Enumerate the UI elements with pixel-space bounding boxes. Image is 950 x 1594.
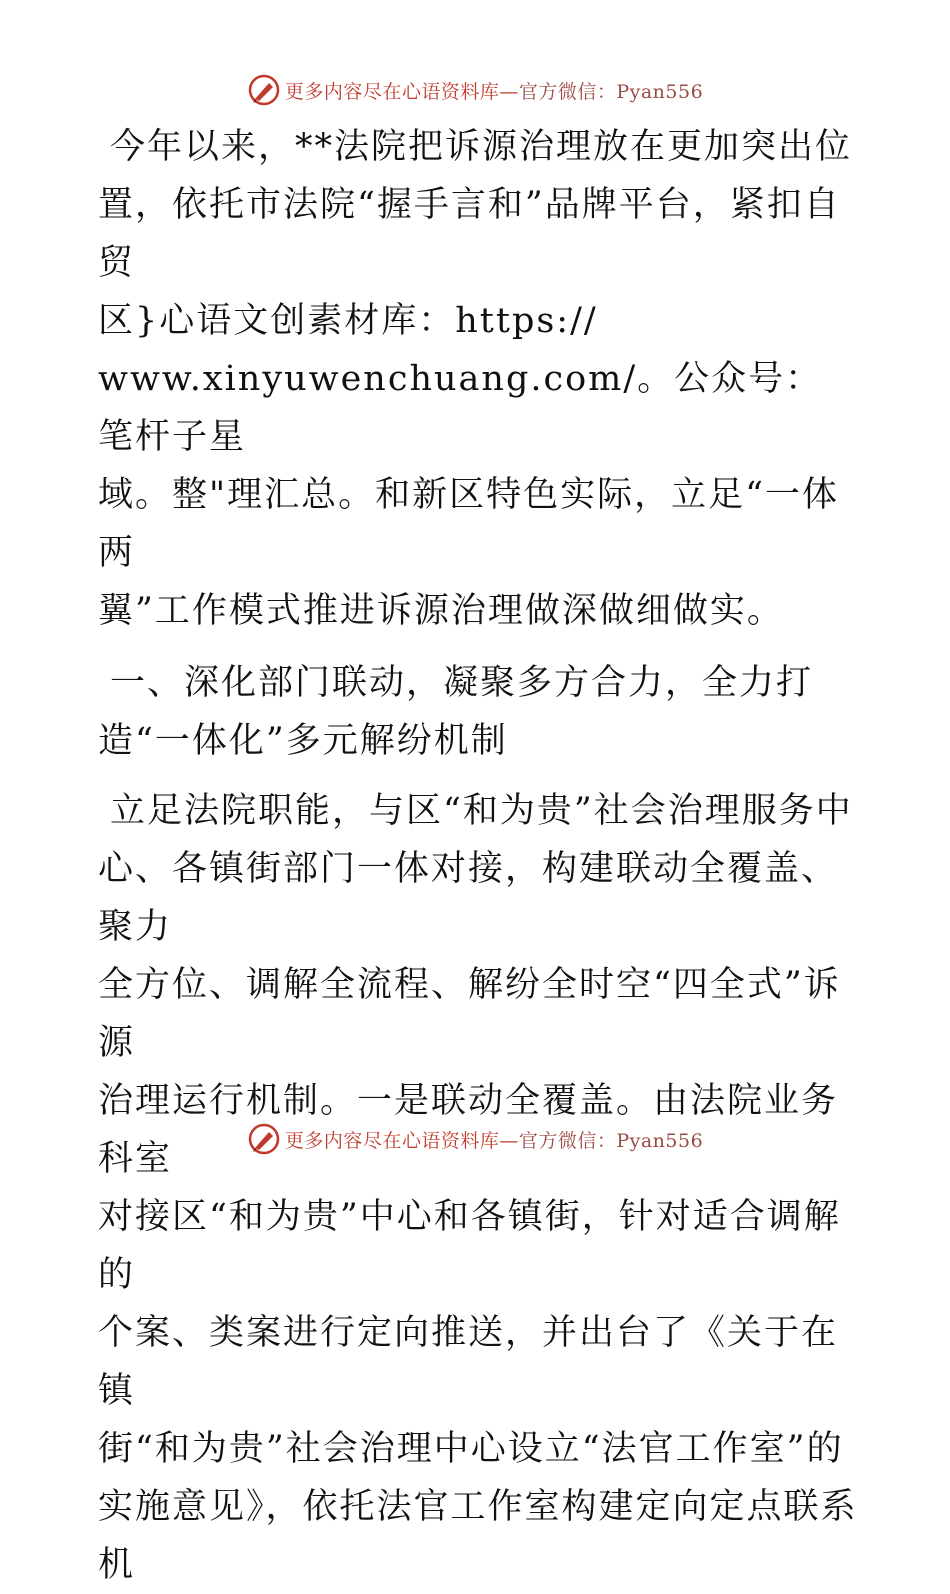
banner-wechat: 官方微信：Pyan556 xyxy=(518,80,704,103)
section-heading xyxy=(98,654,858,770)
para2-line: 街“和为贵”社会治理中心设立“法官工作室”的 xyxy=(98,1429,844,1469)
para2-line: 立足法院职能，与区“和为贵”社会治理服务中 xyxy=(110,791,853,831)
para1-line: 翼”工作模式推进诉源治理做深做细做实。 xyxy=(98,591,784,631)
para1-line: 域。整"理汇总。和新区特色实际，立足“一体两 xyxy=(98,475,839,573)
pen-logo-icon xyxy=(247,73,281,107)
banner-text: 更多内容尽在心语资料库— xyxy=(284,80,519,103)
para2-line: 个案、类案进行定向推送，并出台了《关于在镇 xyxy=(98,1313,839,1411)
header-banner xyxy=(0,72,950,108)
para2-line: 对接区“和为贵”中心和各镇街，针对适合调解的 xyxy=(98,1197,841,1295)
para1-line: 今年以来，**法院把诉源治理放在更加突出位 xyxy=(110,127,853,167)
para2-line: 治理运行机制。一是联动全覆盖。由法院业务科室 xyxy=(98,1081,839,1179)
para1-line: 置，依托市法院“握手言和”品牌平台，紧扣自贸 xyxy=(98,185,841,283)
footer-banner xyxy=(0,1121,950,1157)
paragraph-intro xyxy=(98,118,858,640)
para1-line: 区}心语文创素材库：https:// xyxy=(98,301,598,341)
pen-logo-icon xyxy=(247,1122,281,1156)
heading-line: 造“一体化”多元解纷机制 xyxy=(98,721,508,761)
para2-line: 全方位、调解全流程、解纷全时空“四全式”诉源 xyxy=(98,965,841,1063)
banner-wechat: 官方微信：Pyan556 xyxy=(518,1129,704,1152)
para2-line: 实施意见》，依托法官工作室构建定向定点联系机 xyxy=(98,1487,858,1585)
heading-line: 一、深化部门联动，凝聚多方合力，全力打 xyxy=(110,663,814,703)
banner-text: 更多内容尽在心语资料库— xyxy=(284,1129,519,1152)
para1-line: www.xinyuwenchuang.com/。公众号：笔杆子星 xyxy=(98,359,823,457)
paragraph-section-1 xyxy=(98,782,858,1594)
para2-line: 心、各镇街部门一体对接，构建联动全覆盖、聚力 xyxy=(98,849,839,947)
document-body xyxy=(98,118,858,1594)
